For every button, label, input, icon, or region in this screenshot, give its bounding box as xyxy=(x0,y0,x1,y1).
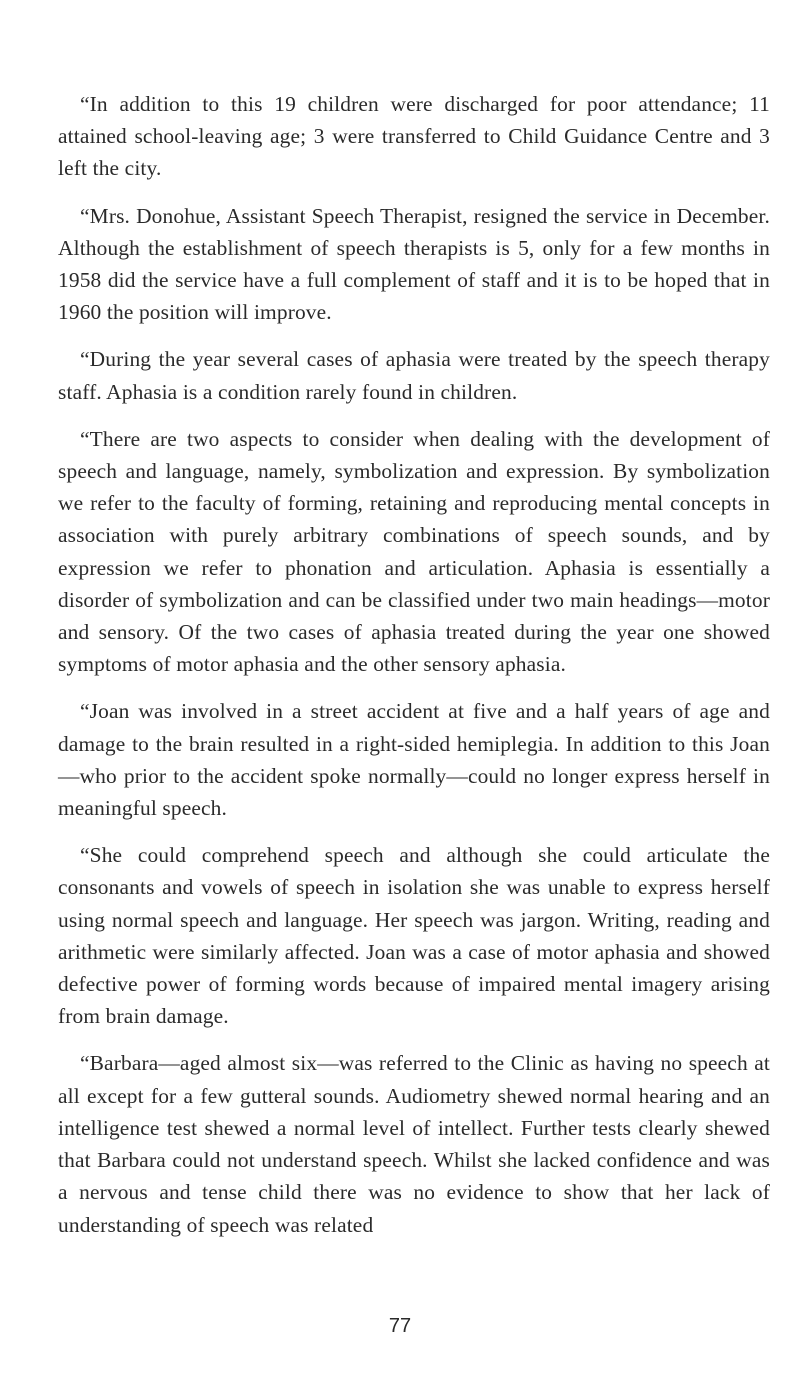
paragraph: “During the year several cases of aphasia were treated by the speech therapy staff. Aphasia is a condition rarely found in children. xyxy=(58,347,770,404)
document-body xyxy=(58,88,770,1256)
paragraph: “Mrs. Donohue, Assistant Speech Therapist, resigned the service in December. Although the establishment of speech therapists is 5, only for a few months in 1958 did the service have a full complement of staff and it is to be hoped that in 1960 the position will improve. xyxy=(58,203,770,325)
paragraph: “Barbara—aged almost six—was referred to the Clinic as having no speech at all except for a few gutteral sounds. Audiometry shewed normal hearing and an intelligence test shewed a normal level of intellect. Further tests clearly shewed that Barbara could not understand speech. Whilst she lacked confidence and was a nervous and tense child there was no evidence to show that her lack of understanding of speech was related xyxy=(58,1051,770,1237)
paragraph: “There are two aspects to consider when dealing with the development of speech and language, namely, symbolization and expression. By symbolization we refer to the faculty of forming, retaining and reproducing mental concepts in association with purely arbitrary combinations of speech sounds, and by expression we refer to phonation and articulation. Aphasia is essentially a disorder of symbolization and can be classified under two main headings—motor and sensory. Of the two cases of aphasia treated during the year one showed symptoms of motor aphasia and the other sensory aphasia. xyxy=(58,426,770,677)
paragraph: “She could comprehend speech and although she could articulate the consonants and vowels of speech in isolation she was unable to express herself using normal speech and language. Her speech was jargon. Writing, reading and arithmetic were similarly affected. Joan was a case of motor aphasia and showed defective power of forming words because of impaired mental imagery arising from brain damage. xyxy=(58,843,770,1029)
paragraph: “In addition to this 19 children were discharged for poor attendance; 11 attained school-leaving age; 3 were transferred to Child Guidance Centre and 3 left the city. xyxy=(58,92,770,181)
page-number: 77 xyxy=(388,1315,412,1337)
paragraph: “Joan was involved in a street accident at five and a half years of age and damage to the brain resulted in a right-sided hemiplegia. In addition to this Joan—who prior to the accident spoke normally—could no longer express herself in meaningful speech. xyxy=(58,699,770,821)
